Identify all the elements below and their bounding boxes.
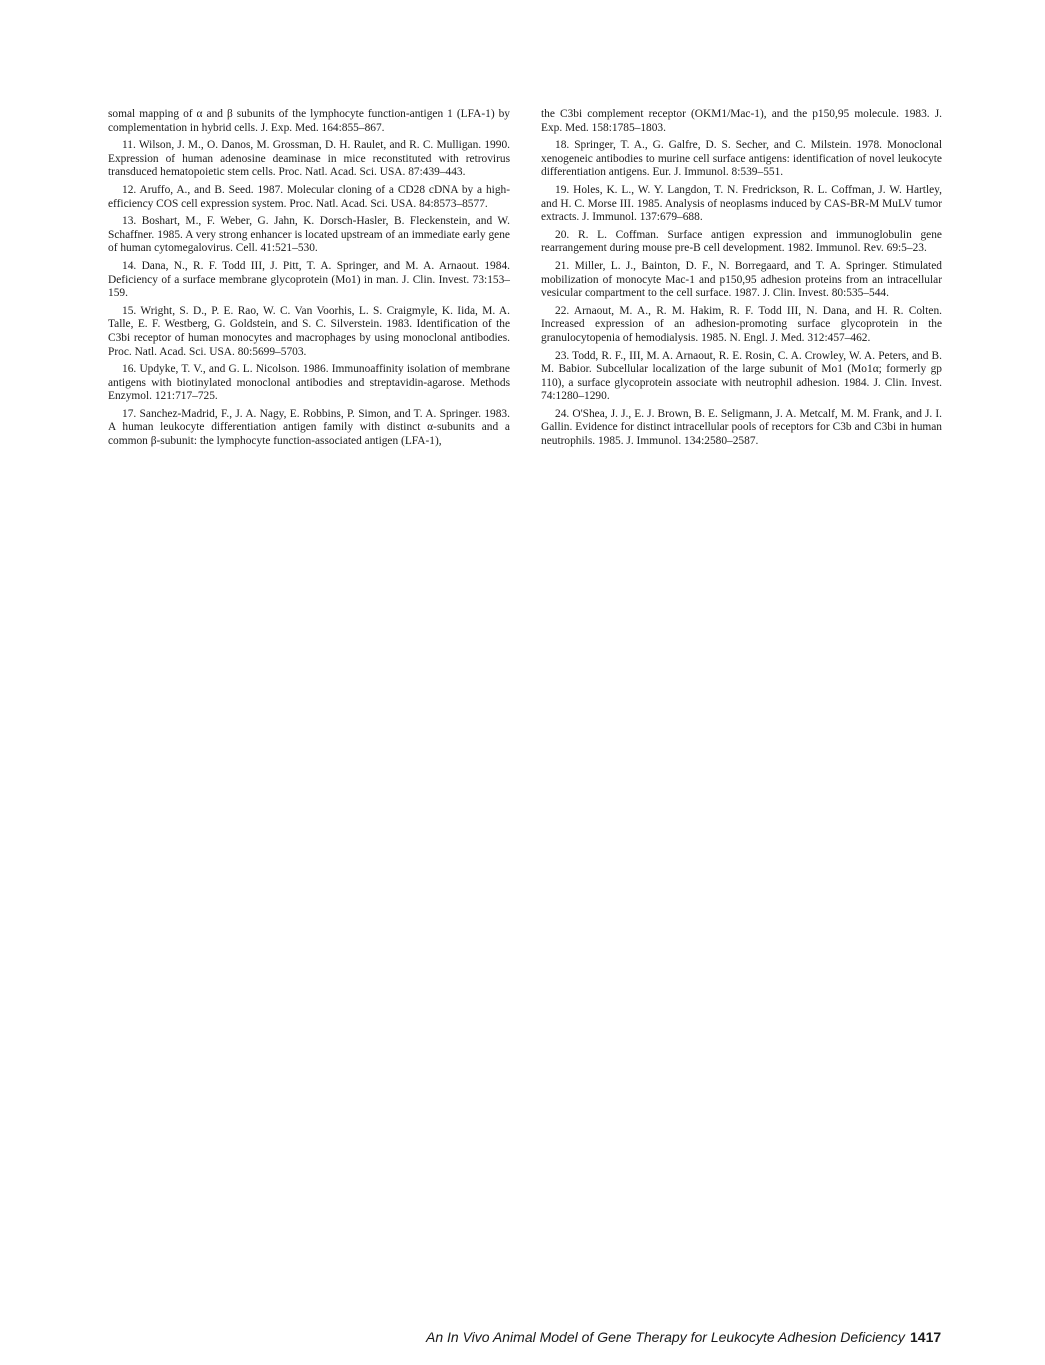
reference-entry: somal mapping of α and β subunits of the lymphocyte function-antigen 1 (LFA-1) by complementation in hybrid cells. J. Exp. Med. 164:855–867.: [108, 108, 510, 134]
reference-entry: 13. Boshart, M., F. Weber, G. Jahn, K. Dorsch-Hasler, B. Fleckenstein, and W. Schaffner. 1985. A very strong enhancer is located upstream of an immediate early gene of human cytomegalovirus. Cell. 41:521–530.: [108, 215, 510, 255]
reference-entry: 11. Wilson, J. M., O. Danos, M. Grossman, D. H. Raulet, and R. C. Mulligan. 1990. Expression of human adenosine deaminase in mice reconstituted with retrovirus transduced hematopoietic stem cells. Proc. Natl. Acad. Sci. USA. 87:439–443.: [108, 139, 510, 179]
reference-entry: 18. Springer, T. A., G. Galfre, D. S. Secher, and C. Milstein. 1978. Monoclonal xenogeneic antibodies to murine cell surface antigens: identification of novel leukocyte differentiation antigens. Eur. J. Immunol. 8:539–551.: [541, 139, 942, 179]
reference-entry: 23. Todd, R. F., III, M. A. Arnaout, R. E. Rosin, C. A. Crowley, W. A. Peters, and B. M. Babior. Subcellular localization of the large subunit of Mo1 (Mo1α; formerly gp 110), a surface glycoprotein associate with neutrophil adhesion. 1984. J. Clin. Invest. 74:1280–1290.: [541, 349, 942, 403]
reference-entry: 14. Dana, N., R. F. Todd III, J. Pitt, T. A. Springer, and M. A. Arnaout. 1984. Deficiency of a surface membrane glycoprotein (Mo1) in man. J. Clin. Invest. 73:153–159.: [108, 259, 510, 300]
page-number: 1417: [910, 1329, 942, 1345]
reference-entry: 22. Arnaout, M. A., R. M. Hakim, R. F. Todd III, N. Dana, and H. R. Colten. Increased expression of an adhesion-promoting surface glycoprotein in the granulocytopenia of hemodialysis. 1985. N. Engl. J. Med. 312:457–462.: [541, 304, 942, 344]
references-left-column: [108, 108, 510, 453]
reference-entry: 19. Holes, K. L., W. Y. Langdon, T. N. Fredrickson, R. L. Coffman, J. W. Hartley, and H. C. Morse III. 1985. Analysis of neoplasms induced by CAS-BR-M MuLV tumor extracts. J. Immunol. 137:679–688.: [541, 183, 942, 224]
reference-entry: 21. Miller, L. J., Bainton, D. F., N. Borregaard, and T. A. Springer. Stimulated mobilization of monocyte Mac-1 and p150,95 adhesion proteins from an intracellular vesicular compartment to the cell surface. 1987. J. Clin. Invest. 80:535–544.: [541, 259, 942, 300]
reference-entry: 20. R. L. Coffman. Surface antigen expression and immunoglobulin gene rearrangement during mouse pre-B cell development. 1982. Immunol. Rev. 69:5–23.: [541, 228, 942, 255]
reference-entry: the C3bi complement receptor (OKM1/Mac-1), and the p150,95 molecule. 1983. J. Exp. Med. 158:1785–1803.: [541, 108, 942, 134]
running-title: An In Vivo Animal Model of Gene Therapy for Leukocyte Adhesion Deficiency: [426, 1329, 905, 1345]
reference-entry: 16. Updyke, T. V., and G. L. Nicolson. 1986. Immunoaffinity isolation of membrane antigens with biotinylated monoclonal antibodies and streptavidin-agarose. Methods Enzymol. 121:717–725.: [108, 363, 510, 403]
reference-entry: 24. O'Shea, J. J., E. J. Brown, B. E. Seligmann, J. A. Metcalf, M. M. Frank, and J. I. Gallin. Evidence for distinct intracellular pools of receptors for C3b and C3bi in human neutrophils. 1985. J. Immunol. 134:2580–2587.: [541, 407, 942, 448]
references-right-column: [541, 108, 942, 453]
reference-entry: 12. Aruffo, A., and B. Seed. 1987. Molecular cloning of a CD28 cDNA by a high-efficiency COS cell expression system. Proc. Natl. Acad. Sci. USA. 84:8573–8577.: [108, 183, 511, 210]
reference-entry: 17. Sanchez-Madrid, F., J. A. Nagy, E. Robbins, P. Simon, and T. A. Springer. 1983. A human leukocyte differentiation antigen family with distinct α-subunits and a common β-subunit: the lymphocyte function-associated antigen (LFA-1),: [108, 407, 510, 448]
reference-entry: 15. Wright, S. D., P. E. Rao, W. C. Van Voorhis, L. S. Craigmyle, K. Iida, M. A. Talle, E. F. Westberg, G. Goldstein, and S. C. Silverstein. 1983. Identification of the C3bi receptor of human monocytes and macrophages by using monoclonal antibodies. Proc. Natl. Acad. Sci. USA. 80:5699–5703.: [108, 304, 510, 358]
